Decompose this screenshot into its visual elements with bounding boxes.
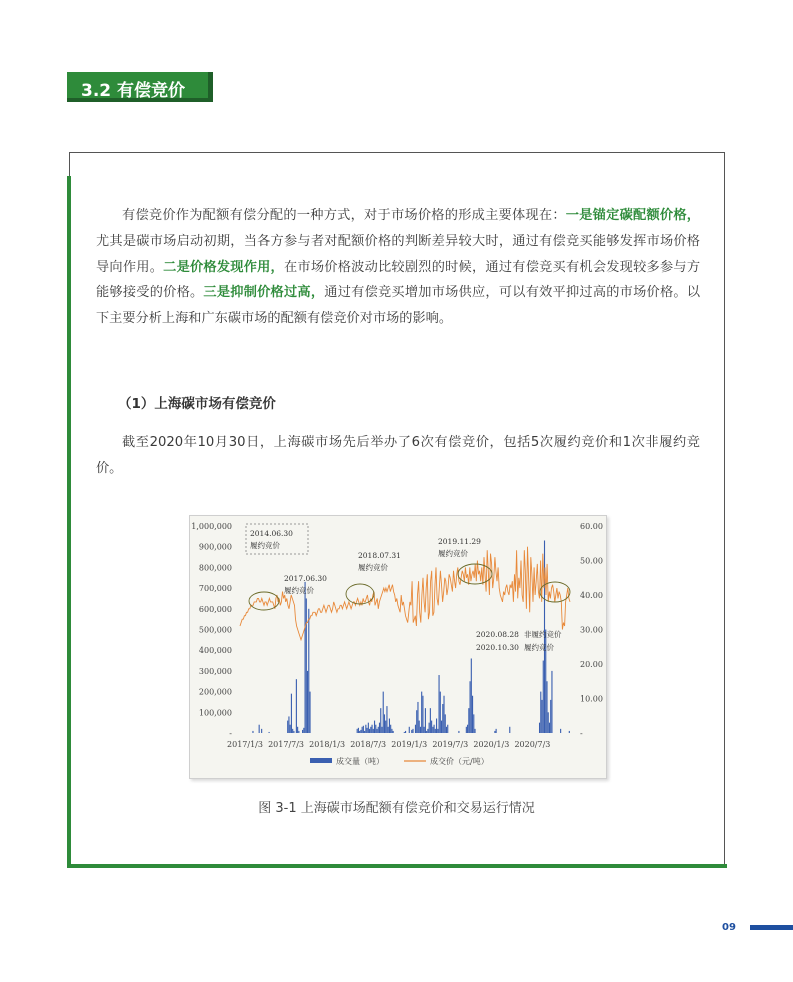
page-number: 09 <box>722 922 736 933</box>
volume-bar <box>446 727 447 733</box>
volume-bar <box>365 725 366 733</box>
y-left-tick-label: 900,000 <box>198 542 232 552</box>
y-right-tick-label: 50.00 <box>580 556 603 566</box>
volume-bar <box>569 731 570 733</box>
volume-bar <box>540 692 541 733</box>
volume-bar <box>431 721 432 733</box>
y-right-tick-label: 10.00 <box>580 694 603 704</box>
volume-bar <box>425 708 426 733</box>
volume-bar <box>269 732 270 733</box>
volume-bar <box>429 723 430 733</box>
annotation-date: 2020.10.30 <box>476 643 519 652</box>
volume-bar <box>308 609 309 733</box>
volume-bar <box>386 706 387 733</box>
volume-bar <box>539 723 540 733</box>
chart <box>190 516 606 778</box>
volume-bar <box>375 725 376 733</box>
section-title: 3.2 有偿竞价 <box>81 81 186 101</box>
legend-volume-swatch <box>310 758 332 763</box>
volume-bar <box>292 729 293 733</box>
y-left-tick-label: 100,000 <box>198 708 232 718</box>
x-tick-label: 2018/7/3 <box>350 740 387 749</box>
x-tick-label: 2017/7/3 <box>268 740 305 749</box>
volume-bar <box>404 732 405 733</box>
annotation-type: 履约竞价 <box>250 541 280 550</box>
y-left-tick-label: 1,000,000 <box>191 522 232 531</box>
volume-bar <box>445 714 446 733</box>
y-right-tick-label: 40.00 <box>580 591 603 600</box>
volume-bar <box>550 700 551 733</box>
volume-bar <box>390 725 391 733</box>
volume-bar <box>303 728 304 733</box>
volume-bar <box>472 696 473 733</box>
volume-bar <box>411 730 412 733</box>
volume-bar <box>434 725 435 733</box>
volume-bar <box>494 731 495 733</box>
annotation-type: 履约竞价 <box>438 549 468 558</box>
highlight-2: 二是价格发现作用， <box>163 259 284 275</box>
volume-bar <box>546 681 547 733</box>
subsection-title: （1）上海碳市场有偿竞价 <box>118 396 276 412</box>
volume-bar <box>466 727 467 733</box>
volume-bar <box>426 731 427 733</box>
volume-bar <box>381 727 382 733</box>
volume-bar <box>430 708 431 733</box>
volume-bar <box>391 729 392 733</box>
box-accent-left <box>67 176 71 868</box>
volume-bar <box>420 727 421 733</box>
volume-bar <box>298 731 299 733</box>
volume-bar <box>474 729 475 733</box>
intro-paragraph <box>96 203 700 332</box>
y-left-tick-label: 600,000 <box>198 604 232 614</box>
volume-bar <box>370 727 371 733</box>
volume-bar <box>357 729 358 733</box>
volume-bar <box>379 723 380 733</box>
chart-frame <box>189 515 607 779</box>
y-left-tick-label: - <box>229 729 232 738</box>
annotation-date: 2018.07.31 <box>358 551 401 560</box>
volume-bar <box>296 679 297 733</box>
volume-bar <box>252 731 253 733</box>
volume-bar <box>548 712 549 733</box>
volume-bar <box>443 696 444 733</box>
volume-bar <box>441 721 442 733</box>
y-left-tick-label: 800,000 <box>198 563 232 573</box>
volume-bar <box>376 729 377 733</box>
x-tick-label: 2020/7/3 <box>514 740 551 749</box>
volume-bar <box>385 721 386 733</box>
volume-bar <box>388 727 389 733</box>
volume-bar <box>543 661 544 733</box>
volume-bar <box>437 729 438 733</box>
figure-caption: 图 3-1 上海碳市场配额有偿竞价和交易运行情况 <box>258 801 535 816</box>
volume-bar <box>307 671 308 733</box>
intro-text-4: 通过有偿竞买增加市场供应，可以有效平抑过高的市场价格。以下主要分析上海和广东碳市场的配额有偿竞价对市场的影响。 <box>96 285 701 327</box>
x-tick-label: 2019/1/3 <box>391 740 428 749</box>
volume-bar <box>415 725 416 733</box>
volume-bar <box>389 719 390 733</box>
volume-bar <box>364 731 365 733</box>
volume-bar <box>363 726 364 733</box>
legend-price-label: 成交价（元/吨） <box>430 757 489 766</box>
y-left-tick-label: 200,000 <box>198 687 232 697</box>
annotation-date: 2020.08.28 <box>476 630 519 639</box>
annotation-type: 履约竞价 <box>524 643 554 652</box>
volume-bar <box>259 725 260 733</box>
volume-bar <box>438 675 439 733</box>
volume-bar <box>405 731 406 733</box>
y-left-tick-label: 500,000 <box>198 625 232 635</box>
volume-bar <box>384 714 385 733</box>
volume-bar <box>560 729 561 733</box>
volume-bar <box>509 727 510 733</box>
volume-bar <box>458 731 459 733</box>
volume-bar <box>436 719 437 733</box>
volume-bar <box>440 692 441 733</box>
volume-bar <box>417 702 418 733</box>
volume-bar <box>291 694 292 733</box>
volume-bar <box>470 681 471 733</box>
x-tick-label: 2019/7/3 <box>432 740 469 749</box>
volume-bar <box>293 731 294 733</box>
volume-bar <box>422 696 423 733</box>
annotation-type: 非履约竞价 <box>524 630 562 639</box>
volume-bar <box>419 721 420 733</box>
volume-bar <box>541 700 542 733</box>
volume-bar <box>467 725 468 733</box>
volume-bar <box>309 692 310 733</box>
volume-bar <box>427 729 428 733</box>
y-right-tick-label: 20.00 <box>580 660 603 669</box>
y-right-tick-label: 30.00 <box>580 625 603 635</box>
annotation-date: 2014.06.30 <box>250 529 293 538</box>
x-tick-label: 2018/1/3 <box>309 740 346 749</box>
section-header <box>67 72 213 102</box>
y-right-tick-label: 60.00 <box>580 522 603 531</box>
volume-bar <box>496 729 497 733</box>
volume-bar <box>409 727 410 733</box>
volume-bar <box>290 725 291 733</box>
volume-bar <box>305 582 306 733</box>
volume-bar <box>362 727 363 733</box>
highlight-1: 一是锚定碳配额价格， <box>565 208 700 223</box>
volume-bar <box>378 727 379 733</box>
annotation-type: 履约竞价 <box>284 586 314 595</box>
legend-volume-label: 成交量（吨） <box>336 757 384 766</box>
volume-bar <box>288 716 289 733</box>
intro-text-2: 尤其是碳市场启动初期，当各方参与者对配额价格的判断差异较大时，通过有偿竞买能够发挥市场价格导向作用。 <box>96 233 700 275</box>
volume-bar <box>358 728 359 733</box>
volume-bar <box>287 721 288 733</box>
volume-bar <box>367 728 368 733</box>
annotation-date: 2019.11.29 <box>438 537 481 546</box>
annotation-type: 履约竞价 <box>358 563 388 572</box>
volume-bar <box>447 725 448 733</box>
box-accent-bottom <box>67 864 727 868</box>
volume-bar <box>360 730 361 733</box>
volume-bar <box>261 729 262 733</box>
volume-bar <box>369 729 370 733</box>
volume-bar <box>471 658 472 733</box>
body-paragraph: 截至2020年10月30日，上海碳市场先后举办了6次有偿竞价，包括5次履约竞价和1次非履约竞价。 <box>96 435 700 476</box>
page-bar <box>750 925 793 930</box>
volume-bar <box>302 730 303 733</box>
volume-bar <box>383 692 384 733</box>
volume-bar <box>416 710 417 733</box>
annotation-ellipse <box>346 584 374 604</box>
volume-bar <box>297 727 298 733</box>
volume-bar <box>421 692 422 733</box>
highlight-3: 三是抑制价格过高， <box>203 285 325 301</box>
annotation-date: 2017.06.30 <box>284 574 327 583</box>
y-left-tick-label: 300,000 <box>198 666 232 676</box>
volume-bar <box>380 708 381 733</box>
volume-bar <box>373 729 374 733</box>
intro-text-3: 在市场价格波动比较剧烈的时候，通过有偿竞买有机会发现较多参与方能够接受的价格。 <box>96 259 701 301</box>
volume-bar <box>306 598 307 733</box>
intro-text-1: 有偿竞价作为配额有偿分配的一种方式，对于市场价格的形成主要体现在： <box>122 208 566 223</box>
volume-bar <box>432 727 433 733</box>
annotation-ellipse <box>249 592 279 610</box>
y-left-tick-label: 400,000 <box>198 646 232 656</box>
volume-bar <box>359 731 360 733</box>
volume-bar <box>368 723 369 733</box>
x-tick-label: 2020/1/3 <box>473 740 510 749</box>
volume-bar <box>473 714 474 733</box>
volume-bar <box>412 729 413 733</box>
volume-bar <box>393 731 394 733</box>
volume-bar <box>372 725 373 733</box>
x-tick-label: 2017/1/3 <box>227 740 263 749</box>
volume-bar <box>442 704 443 733</box>
volume-bar <box>468 708 469 733</box>
y-left-tick-label: 700,000 <box>198 584 232 594</box>
volume-bar <box>374 721 375 733</box>
volume-bar <box>424 727 425 733</box>
volume-bar <box>551 671 552 733</box>
volume-bar <box>435 729 436 733</box>
y-right-tick-label: - <box>580 729 583 738</box>
volume-bar <box>549 723 550 733</box>
